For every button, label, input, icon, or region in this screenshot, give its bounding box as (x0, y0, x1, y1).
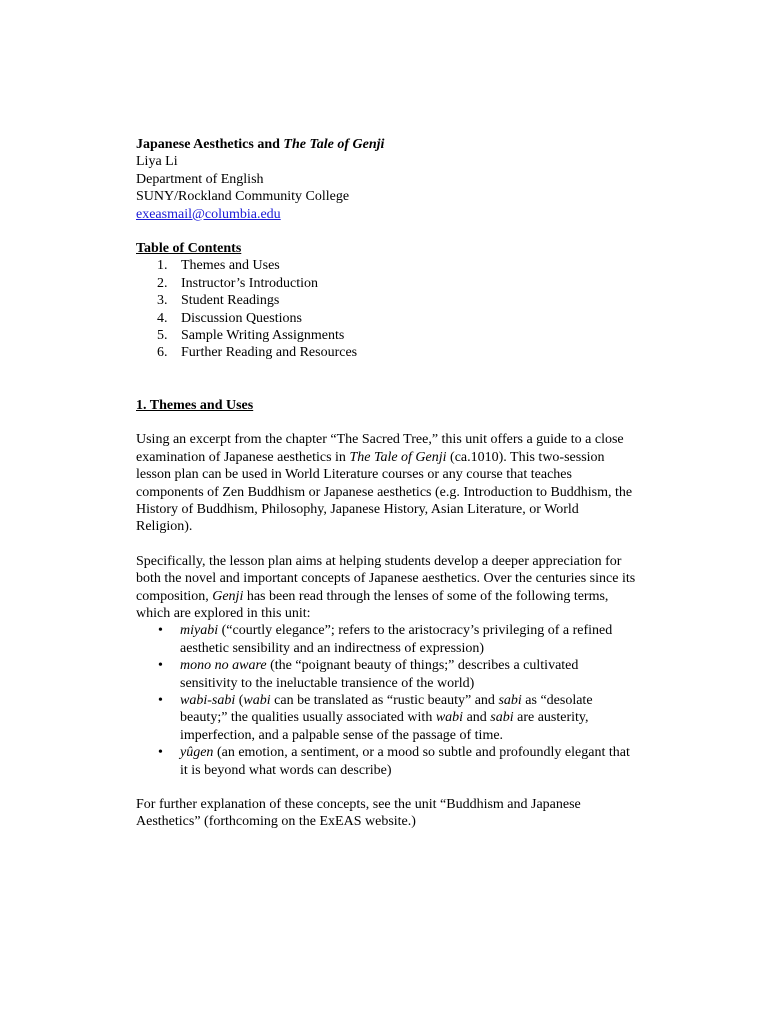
toc-item-label: Sample Writing Assignments (181, 328, 345, 344)
document-page (136, 136, 636, 831)
toc-item-number: 6. (157, 345, 168, 361)
paragraph-text: has been read through the lenses of some of the following terms, which are explored in this unit: (136, 588, 609, 621)
work-title-italic: Genji (212, 588, 244, 604)
table-of-contents (136, 240, 636, 362)
paragraph-text: (ca.1010). This two-session lesson plan can be used in World Literature courses or any course that teaches components of Zen Buddhism or Japanese aesthetics (e.g. Introduction to Buddhism, the History of Buddhism, Philosophy, Japanese History, Asian Literature, or World Religion). (136, 449, 633, 535)
toc-item (136, 275, 636, 292)
toc-item-number: 2. (157, 275, 168, 291)
author-name: Liya Li (136, 154, 178, 170)
paragraph-text: Specifically, the lesson plan aims at helping students develop a deeper appreciation for both the novel and important concepts of Japanese aesthetics. Over the centuries since its composition, (136, 553, 636, 604)
paragraph-text: Using an excerpt from the chapter “The Sacred Tree,” this unit offers a guide to a close examination of Japanese aesthetics in (136, 432, 624, 465)
document-header (136, 136, 636, 223)
term-definition: and (463, 710, 491, 726)
term-name: miyabi (180, 623, 219, 639)
section-title: 1. Themes and Uses (136, 397, 254, 413)
department: Department of English (136, 171, 264, 187)
term-italic: sabi (490, 710, 514, 726)
further-explanation-paragraph: For further explanation of these concepts, see the unit “Buddhism and Japanese Aesthetics” (forthcoming on the ExEAS website.) (136, 797, 581, 830)
aesthetic-terms-list (136, 622, 636, 779)
bullet-icon: • (158, 658, 163, 674)
term-definition: (an emotion, a sentiment, or a mood so subtle and profoundly elegant that it is beyond what words can describe) (180, 745, 630, 778)
toc-item-label: Themes and Uses (181, 258, 280, 274)
toc-item (136, 327, 636, 344)
list-item (136, 622, 636, 657)
document-title (136, 136, 636, 153)
toc-item (136, 344, 636, 361)
toc-item-label: Discussion Questions (181, 310, 302, 326)
toc-item (136, 310, 636, 327)
toc-item-number: 4. (157, 310, 168, 326)
toc-list (136, 257, 636, 361)
term-italic: wabi (243, 692, 271, 708)
toc-item-label: Student Readings (181, 293, 280, 309)
list-item (136, 657, 636, 692)
term-definition: (“courtly elegance”; refers to the aristocracy’s privileging of a refined aesthetic sensibility and an indirectness of expression) (180, 623, 613, 656)
bullet-icon: • (158, 623, 163, 639)
toc-item-number: 3. (157, 293, 168, 309)
toc-item-label: Instructor’s Introduction (181, 275, 318, 291)
term-italic: sabi (498, 692, 522, 708)
work-title-italic: The Tale of Genji (349, 449, 447, 465)
aims-paragraph (136, 553, 636, 623)
toc-title: Table of Contents (136, 241, 242, 257)
toc-item (136, 292, 636, 309)
toc-item (136, 257, 636, 274)
toc-item-number: 5. (157, 328, 168, 344)
list-item (136, 692, 636, 744)
title-text: Japanese Aesthetics and (136, 137, 284, 152)
term-name: yûgen (180, 745, 214, 761)
term-name: mono no aware (180, 658, 267, 674)
term-italic: wabi (435, 710, 464, 726)
email-link[interactable]: exeasmail@columbia.edu (136, 206, 281, 222)
section-themes-and-uses (136, 397, 636, 831)
title-work-name: The Tale of Genji (283, 137, 385, 152)
list-item (136, 744, 636, 779)
bullet-icon: • (158, 692, 163, 708)
term-definition: (the “poignant beauty of things;” describes a cultivated sensitivity to the ineluctable transience of the world) (180, 658, 579, 691)
intro-paragraph (136, 431, 636, 535)
toc-item-label: Further Reading and Resources (181, 345, 358, 361)
institution: SUNY/Rockland Community College (136, 189, 350, 205)
term-name: wabi-sabi (180, 692, 236, 708)
term-definition: can be translated as “rustic beauty” and (270, 692, 499, 708)
toc-item-number: 1. (157, 258, 168, 274)
bullet-icon: • (158, 745, 163, 761)
term-definition: as “desolate beauty;” the qualities usually associated with (180, 692, 593, 726)
term-definition: are austerity, imperfection, and a palpable sense of the passage of time. (180, 710, 589, 743)
term-definition: ( (235, 692, 244, 708)
